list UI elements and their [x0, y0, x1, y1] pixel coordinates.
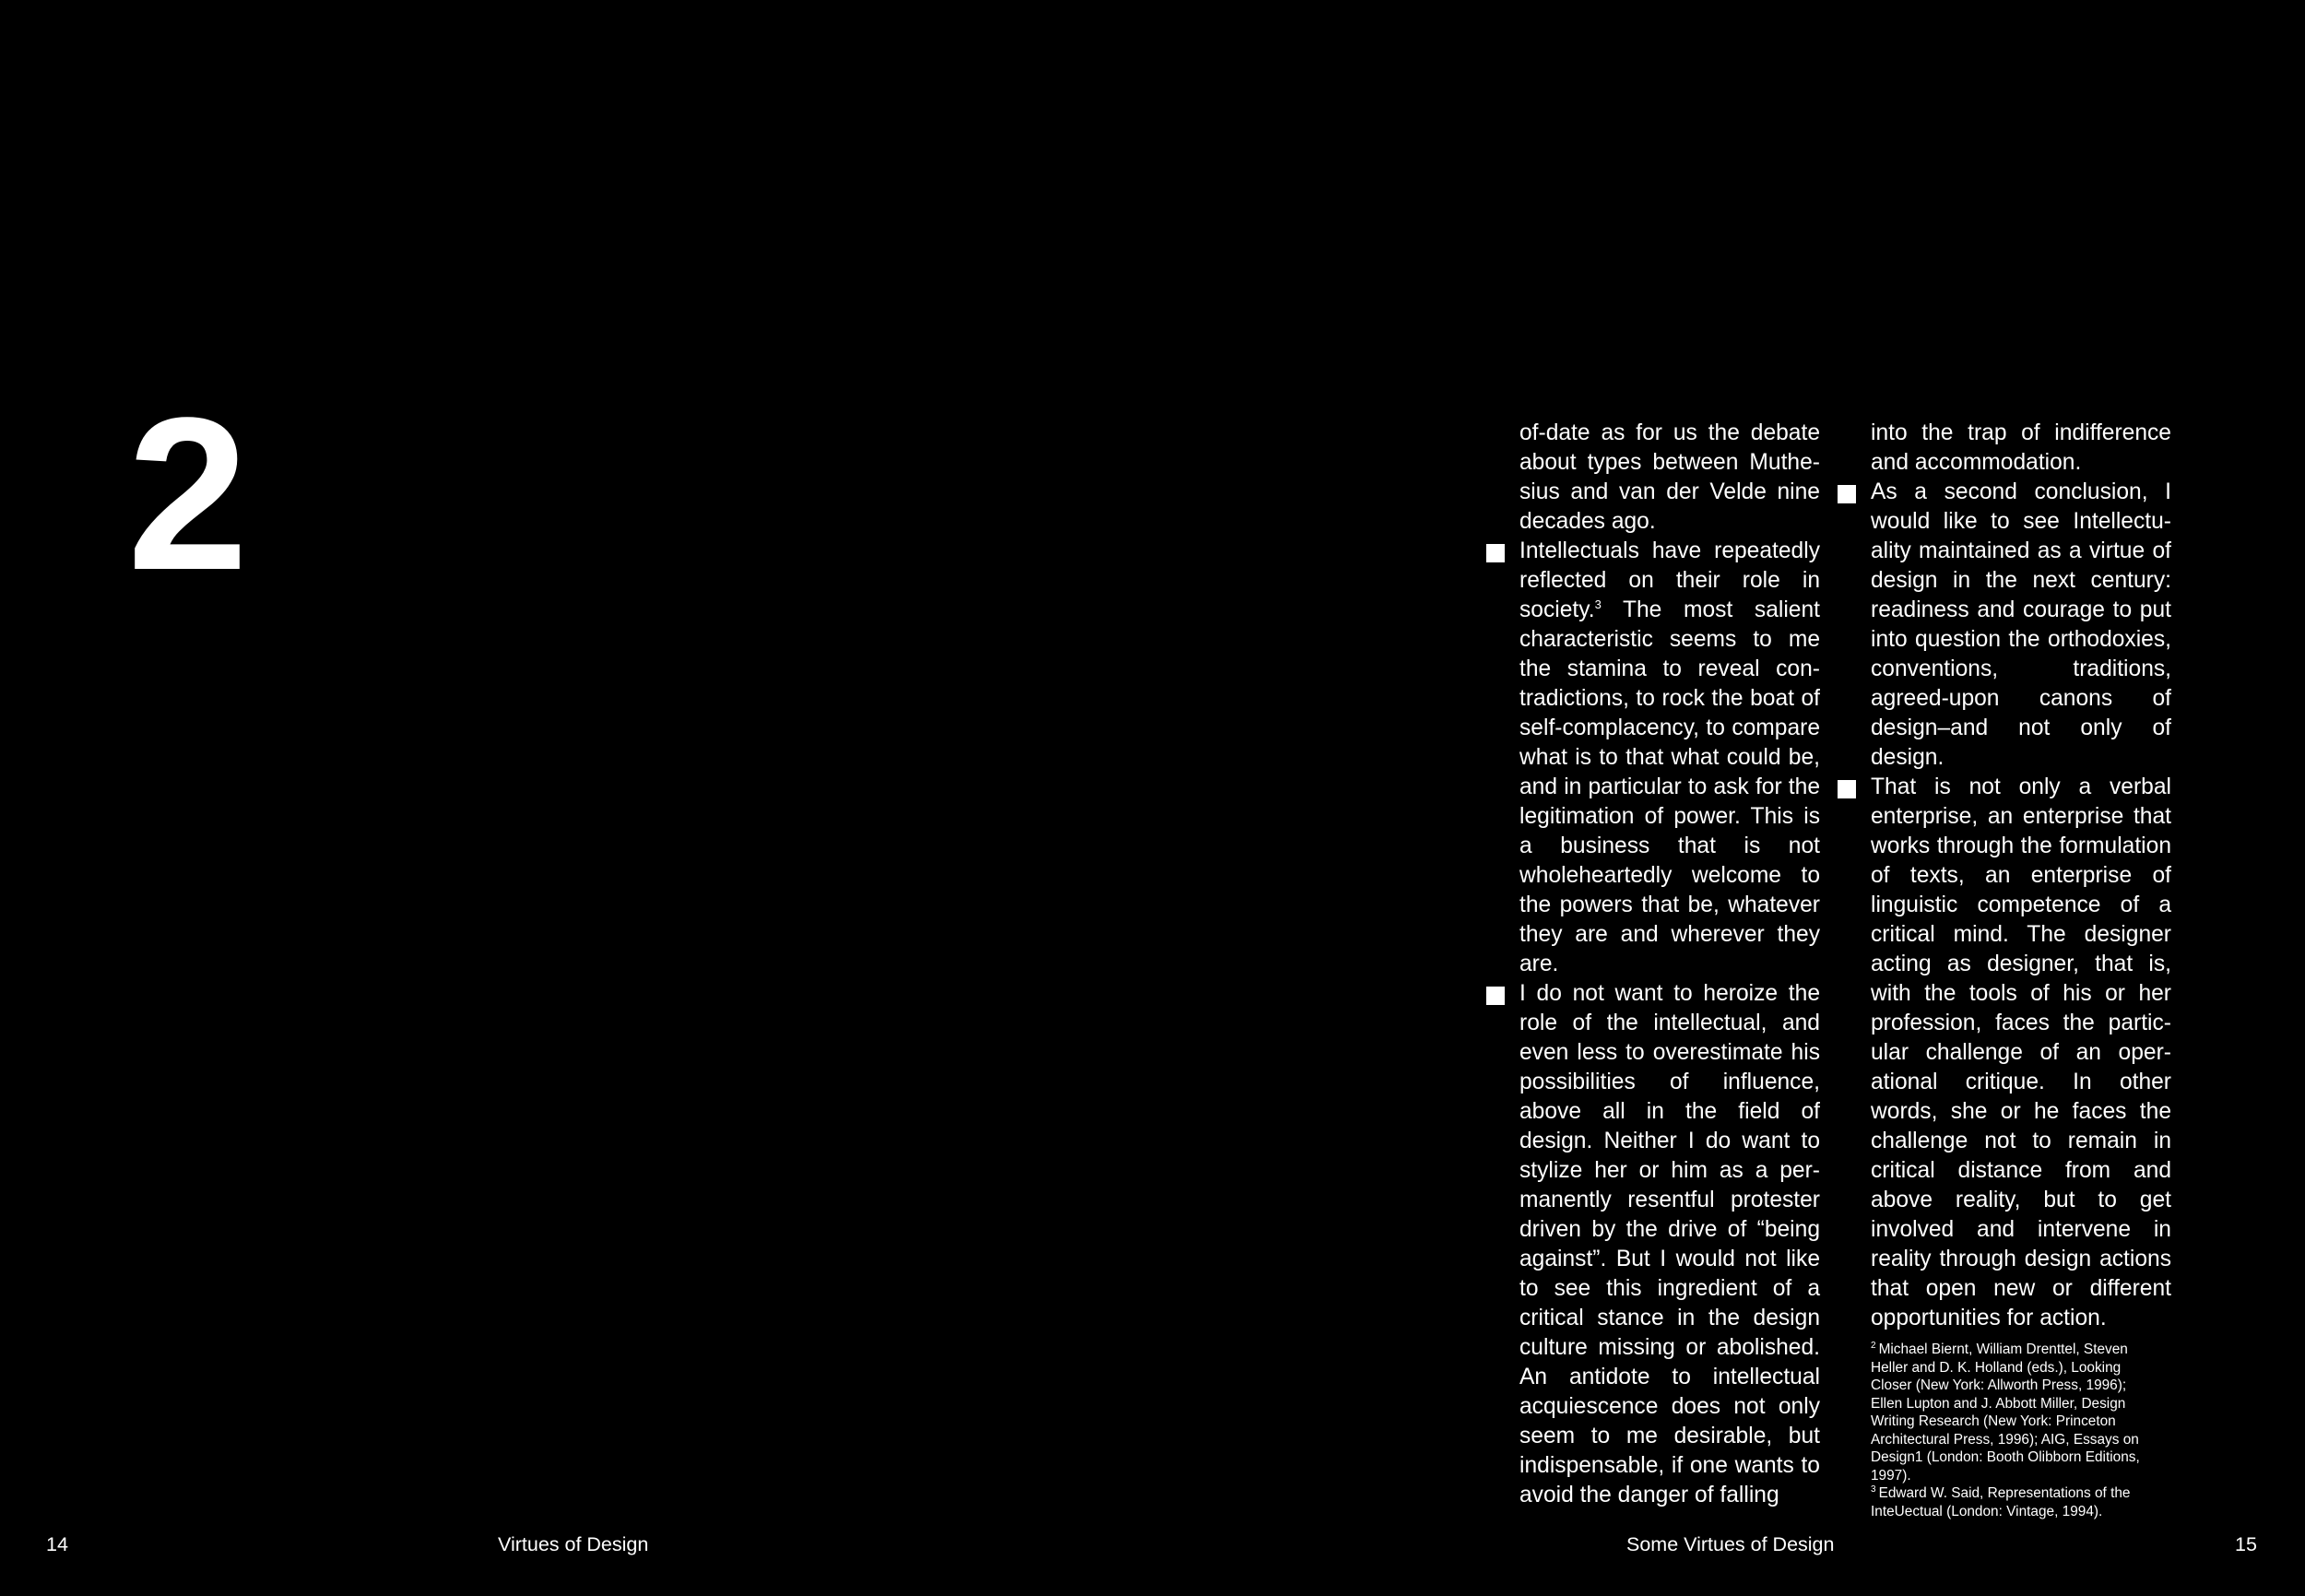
footnote-reference: 3 — [1594, 597, 1602, 611]
footnotes — [1871, 1341, 2147, 1520]
right-running-title: Some Virtues of Design — [1626, 1533, 1835, 1555]
left-page-number: 14 — [46, 1533, 68, 1555]
square-bullet-icon — [1838, 485, 1856, 503]
left-running-title: Virtues of Design — [498, 1533, 649, 1555]
chapter-number: 2 — [127, 372, 245, 616]
paragraph — [1519, 537, 1820, 979]
footnote — [1871, 1484, 2147, 1520]
paragraph — [1519, 419, 1820, 537]
square-bullet-icon — [1838, 780, 1856, 798]
paragraph-text: into the trap of indifference and accommodation. — [1871, 420, 2171, 475]
footnote-number: 2 — [1871, 1340, 1876, 1351]
paragraph-text: of-date as for us the debate about types between Muthesius and van der Velde nine decades ago. — [1519, 420, 1820, 534]
paragraph-text: I do not want to heroize the role of the intellectual, and even less to overestimate his possibilities of influence, above all in the field of design. Neither I do want to stylize her or him as a permanently resentful protester driven by the drive of “being against”. But I would not like to see this ingredient of a critical stance in the design culture missing or abolished. An antidote to intellectual acquiescence does not only seem to me desirable, but indispensable, if one wants to avoid the danger of falling — [1519, 981, 1820, 1507]
text-column-left — [1519, 419, 1820, 1510]
footnote-text: Michael Biernt, William Drenttel, Steven Heller and D. K. Holland (eds.), Looking Closer (New York: Allworth Press, 1996); Ellen Lupton and J. Abbott Miller, Design Writing Research (New York: Princeton Architectural Press, 1996); AIG, Essays on Design1 (London: Booth Olibborn Editions, 1997). — [1871, 1342, 2140, 1484]
square-bullet-icon — [1486, 544, 1505, 562]
paragraph — [1871, 478, 2171, 773]
footnote-number: 3 — [1871, 1484, 1876, 1495]
paragraph-text: Intellectuals have repeatedly reflected on their role in society. — [1519, 538, 1820, 622]
right-page-number: 15 — [2235, 1533, 2257, 1555]
paragraph — [1871, 773, 2171, 1333]
footnote — [1871, 1341, 2147, 1484]
text-column-right — [1871, 419, 2171, 1520]
paragraph — [1871, 419, 2171, 478]
paragraph-text: As a second conclusion, I would like to see Intellectuality maintained as a virtue of design in the next century: readiness and courage to put into question the orthodoxies, conventions, traditions, agreed-upon canons of design–and not only of design. — [1871, 479, 2171, 770]
square-bullet-icon — [1486, 987, 1505, 1005]
paragraph — [1519, 979, 1820, 1510]
footnote-text: Edward W. Said, Representations of the InteUectual (London: Vintage, 1994). — [1871, 1485, 2131, 1519]
paragraph-text: The most salient characteristic seems to me the stamina to reveal contradictions, to rock the boat of self-complacency, to compare what is to that what could be, and in particular to ask for the legitimation of power. This is a business that is not wholeheartedly welcome to the powers that be, whatever they are and wherever they are. — [1519, 597, 1820, 976]
paragraph-text: That is not only a verbal enterprise, an enterprise that works through the formulation of texts, an enterprise of linguistic competence of a critical mind. The designer acting as designer, that is, with the tools of his or her profession, faces the particular challenge of an operational critique. In other words, she or he faces the challenge not to remain in critical distance from and above reality, but to get involved and intervene in reality through design actions that open new or different opportunities for action. — [1871, 774, 2171, 1330]
